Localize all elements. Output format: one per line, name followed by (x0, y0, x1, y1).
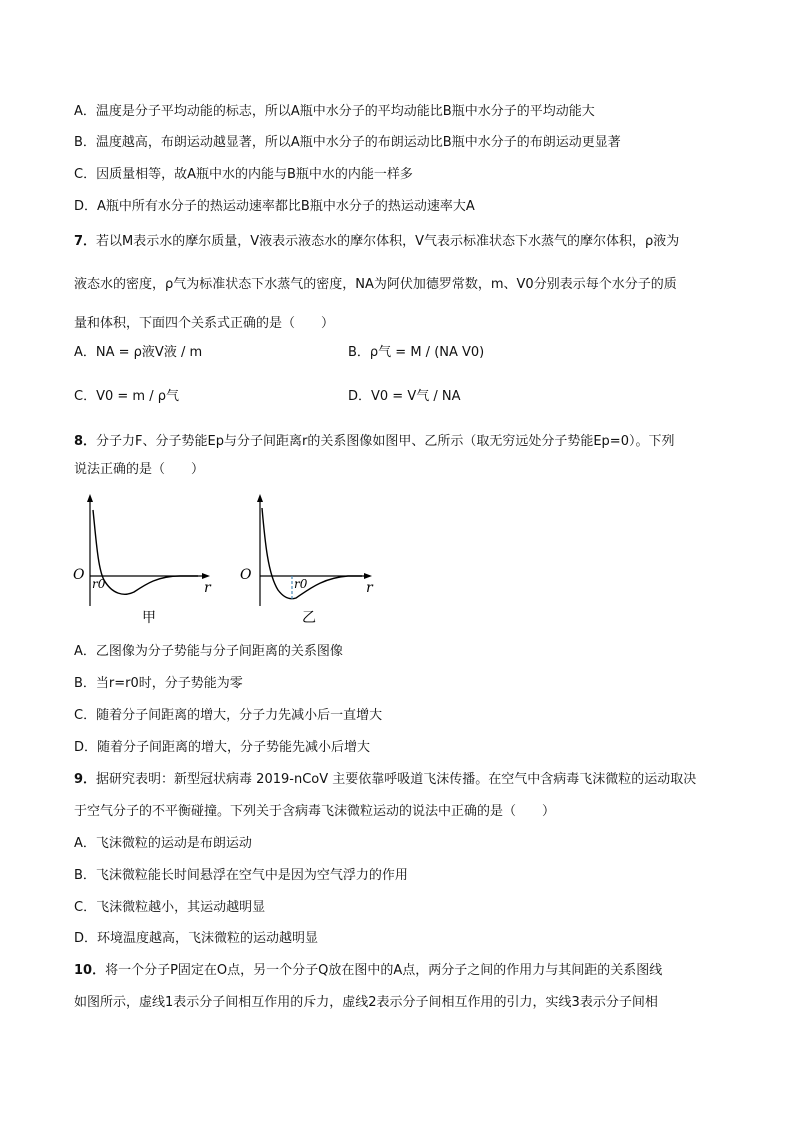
y-axis-arrow (257, 494, 263, 502)
potential-curve (262, 508, 362, 599)
q7-option-c-text: C．V0 = m / ρ气 (74, 389, 179, 404)
q9-option-d: D．环境温度越高，飞沫微粒的运动越明显 (74, 931, 319, 946)
r0-label: r0 (294, 577, 308, 591)
q9-option-c: C．飞沫微粒越小，其运动越明显 (74, 900, 266, 915)
q10-line-2: 如图所示，虚线1表示分子间相互作用的斥力，虚线2表示分子间相互作用的引力，实线3表示分子间相 (74, 995, 658, 1010)
q8-option-d: D．随着分子间距离的增大，分子势能先减小后增大 (74, 740, 371, 755)
q8-number: 8． (74, 434, 97, 449)
q7-option-a-text: A．NA = ρ液V液 / m (74, 345, 203, 360)
q6-option-b: B．温度越高，布朗运动越显著，所以A瓶中水分子的布朗运动比B瓶中水分子的布朗运动更显著 (74, 135, 621, 150)
q9-option-a: A．飞沫微粒的运动是布朗运动 (74, 836, 252, 851)
q7-line-3: 量和体积，下面四个关系式正确的是（ ） (74, 316, 335, 331)
q8-text-1: 分子力F、分子势能Ep与分子间距离r的关系图像如图甲、乙所示（取无穷远处分子势能Ep=0）。下列 (96, 434, 675, 449)
q6-option-c: C．因质量相等，故A瓶中水的内能与B瓶中水的内能一样多 (74, 167, 413, 182)
q7-line-2: 液态水的密度，ρ气为标准状态下水蒸气的密度，NA为阿伏加德罗常数，m、V0分别表示每个水分子的质 (74, 277, 677, 292)
origin-label: O (73, 567, 85, 583)
q8-line-2: 说法正确的是（ ） (74, 462, 205, 477)
figure-yi (236, 494, 386, 634)
q7-option-b (348, 344, 484, 362)
q7-option-d (348, 388, 461, 406)
q8-option-b: B．当r=r0时，分子势能为零 (74, 676, 243, 691)
q9-option-b: B．飞沫微粒能长时间悬浮在空气中是因为空气浮力的作用 (74, 868, 408, 883)
q8-line-1 (74, 433, 674, 451)
q6-option-a: A．温度是分子平均动能的标志，所以A瓶中水分子的平均动能比B瓶中水分子的平均动能大 (74, 104, 595, 119)
origin-label: O (240, 567, 252, 583)
q9-line-1 (74, 771, 696, 789)
q8-option-c: C．随着分子间距离的增大，分子力先减小后一直增大 (74, 708, 383, 723)
q7-option-b-text: B．ρ气 = M / (NA V0) (348, 345, 485, 360)
fig-label-yi: 乙 (302, 610, 316, 626)
q8-option-a: A．乙图像为分子势能与分子间距离的关系图像 (74, 644, 343, 659)
q10-text-1: 将一个分子P固定在O点，另一个分子Q放在图中的A点，两分子之间的作用力与其间距的关系图线 (105, 963, 663, 978)
q9-line-2: 于空气分子的不平衡碰撞。下列关于含病毒飞沫微粒运动的说法中正确的是（ ） (74, 804, 556, 819)
q7-text-1: 若以M表示水的摩尔质量，V液表示液态水的摩尔体积，V气表示标准状态下水蒸气的摩尔体积，ρ液为 (96, 234, 680, 249)
q9-text-1: 据研究表明：新型冠状病毒 2019-nCoV 主要依靠呼吸道飞沫传播。在空气中含病毒飞沫微粒的运动取决 (96, 772, 697, 787)
q6-option-d: D．A瓶中所有水分子的热运动速率都比B瓶中水分子的热运动速率大A (74, 199, 475, 214)
r0-label: r0 (92, 577, 106, 591)
y-axis-arrow (87, 494, 93, 502)
figure-jia (70, 494, 220, 634)
q7-line-1 (74, 233, 679, 251)
x-axis-arrow (364, 573, 372, 579)
q7-number: 7． (74, 234, 97, 249)
force-curve (93, 510, 198, 594)
q9-number: 9． (74, 772, 97, 787)
r-axis-label: r (204, 580, 211, 596)
q10-number: 10． (74, 963, 106, 978)
r-axis-label: r (366, 580, 373, 596)
q10-line-1 (74, 962, 662, 980)
x-axis-arrow (202, 573, 210, 579)
fig-label-jia: 甲 (142, 610, 156, 626)
q7-option-d-text: D．V0 = V气 / NA (348, 389, 461, 404)
q7-option-a (74, 344, 202, 362)
q7-option-c (74, 388, 179, 406)
